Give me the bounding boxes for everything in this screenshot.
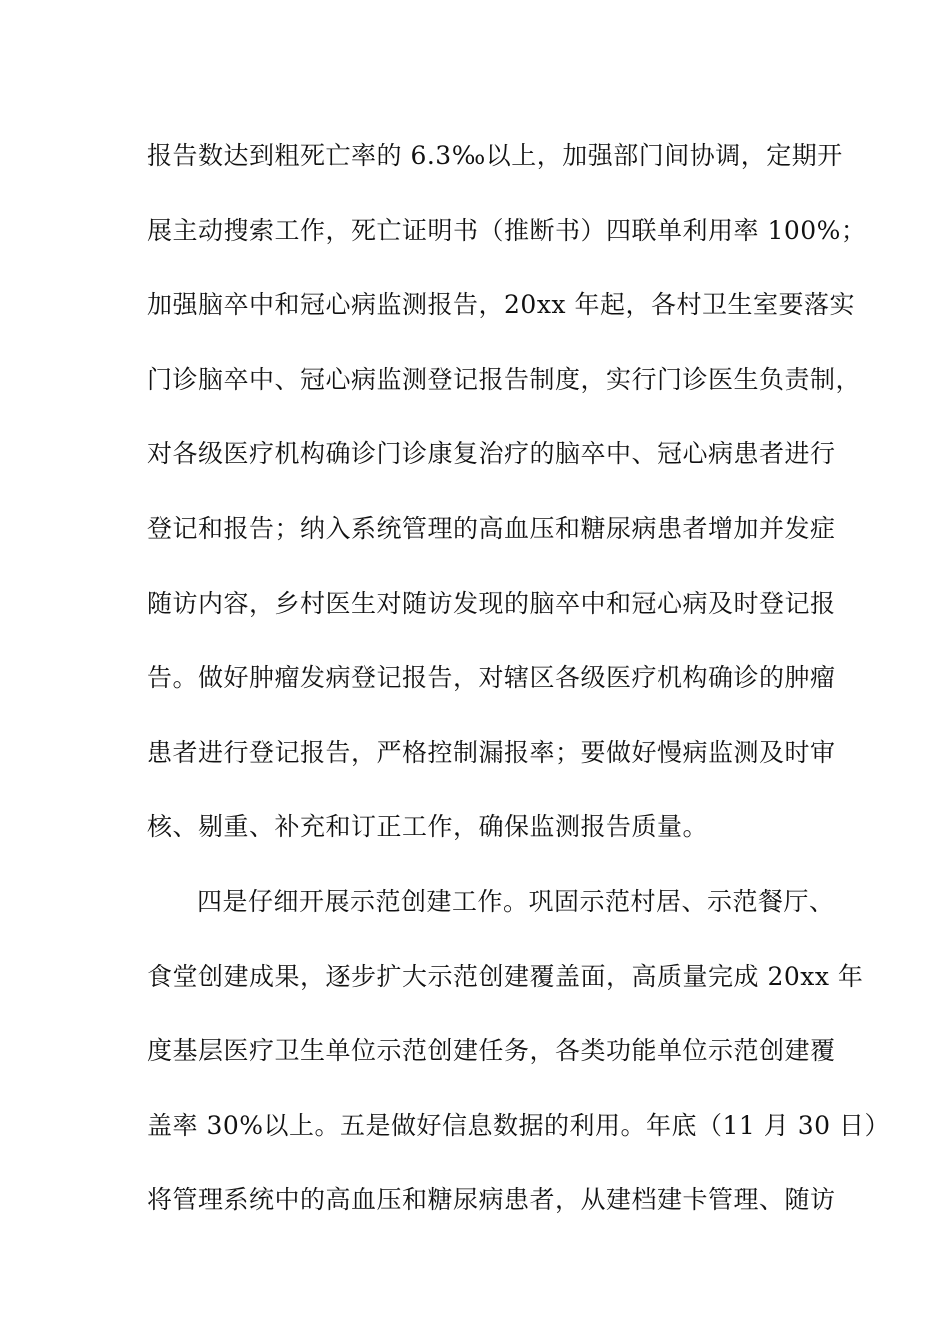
text-line: 患者进行登记报告，严格控制漏报率；要做好慢病监测及时审 [147,737,836,767]
text-line: 加强脑卒中和冠心病监测报告，20xx 年起，各村卫生室要落实 [147,290,855,320]
text-line: 告。做好肿瘤发病登记报告，对辖区各级医疗机构确诊的肿瘤 [147,663,836,693]
body-text [147,131,890,1250]
text-line: 报告数达到粗死亡率的 6.3‰以上，加强部门间协调，定期开 [147,141,843,170]
text-line: 核、剔重、补充和订正工作，确保监测报告质量。 [147,812,709,842]
text-line: 度基层医疗卫生单位示范创建任务，各类功能单位示范创建覆 [147,1036,836,1066]
text-line: 将管理系统中的高血压和糖尿病患者，从建档建卡管理、随访 [147,1185,836,1215]
text-line: 门诊脑卒中、冠心病监测登记报告制度，实行门诊医生负责制， [147,364,862,394]
text-line: 登记和报告；纳入系统管理的高血压和糖尿病患者增加并发症 [147,513,836,543]
text-line: 盖率 30%以上。五是做好信息数据的利用。年底（11 月 30 日） [147,1110,890,1140]
text-line: 对各级医疗机构确诊门诊康复治疗的脑卒中、冠心病患者进行 [147,439,836,469]
text-line: 食堂创建成果，逐步扩大示范创建覆盖面，高质量完成 20xx 年 [147,961,864,991]
text-line: 展主动搜索工作，死亡证明书（推断书）四联单利用率 100%； [147,215,867,245]
paragraph-start-line: 四是仔细开展示范创建工作。巩固示范村居、示范餐厅、 [197,886,835,916]
text-line: 随访内容，乡村医生对随访发现的脑卒中和冠心病及时登记报 [147,588,836,618]
